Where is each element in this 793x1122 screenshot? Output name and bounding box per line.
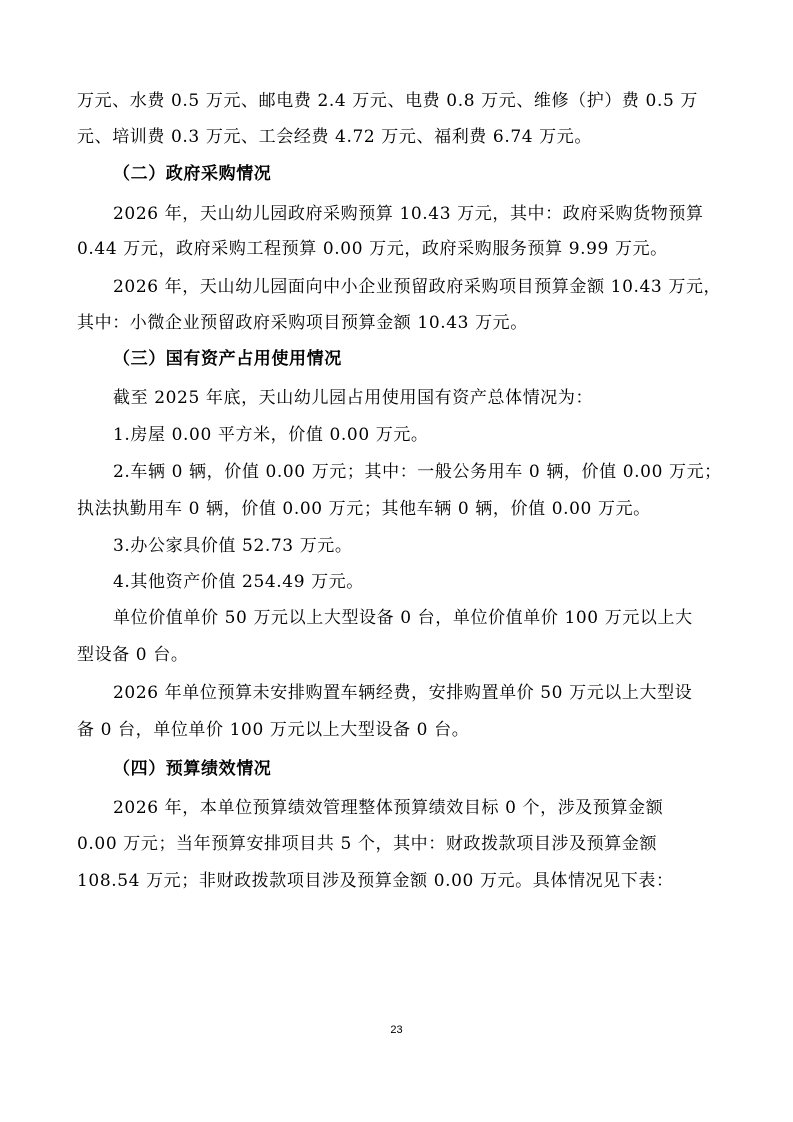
body-text-line: 4.其他资产价值 254.49 万元。 bbox=[113, 572, 364, 592]
body-text-line: 2026 年单位预算未安排购置车辆经费，安排购置单价 50 万元以上大型设 bbox=[113, 683, 693, 703]
body-text-line: 型设备 0 台。 bbox=[77, 645, 189, 665]
body-text-line: 108.54 万元；非财政拨款项目涉及预算金额 0.00 万元。具体情况见下表： bbox=[77, 871, 674, 891]
body-text-line: 2026 年，天山幼儿园面向中小企业预留政府采购项目预算金额 10.43 万元， bbox=[113, 277, 722, 297]
body-text-line: 1.房屋 0.00 平方米，价值 0.00 万元。 bbox=[113, 425, 429, 445]
body-text-line: 其中：小微企业预留政府采购项目预算金额 10.43 万元。 bbox=[77, 313, 528, 333]
body-text-line: 截至 2025 年底，天山幼儿园占用使用国有资产总体情况为： bbox=[113, 388, 594, 408]
body-text-line: 元、培训费 0.3 万元、工会经费 4.72 万元、福利费 6.74 万元。 bbox=[77, 127, 592, 147]
body-text-line: 3.办公家具价值 52.73 万元。 bbox=[113, 536, 353, 556]
section-heading-government-procurement: （二）政府采购情况 bbox=[113, 164, 272, 184]
section-heading-state-assets: （三）国有资产占用使用情况 bbox=[113, 349, 342, 369]
page-number: 23 bbox=[390, 1024, 403, 1036]
body-text-line: 2026 年，天山幼儿园政府采购预算 10.43 万元，其中：政府采购货物预算 bbox=[113, 204, 704, 224]
body-text-line: 备 0 台，单位单价 100 万元以上大型设备 0 台。 bbox=[77, 720, 470, 740]
section-heading-performance: （四）预算绩效情况 bbox=[113, 759, 272, 779]
body-text-line: 0.44 万元，政府采购工程预算 0.00 万元，政府采购服务预算 9.99 万元。 bbox=[77, 239, 668, 259]
body-text-line: 单位价值单价 50 万元以上大型设备 0 台，单位价值单价 100 万元以上大 bbox=[113, 608, 693, 628]
body-text-line: 0.00 万元；当年预算安排项目共 5 个，其中：财政拨款项目涉及预算金额 bbox=[77, 834, 658, 854]
body-text-line: 2.车辆 0 辆，价值 0.00 万元；其中：一般公务用车 0 辆，价值 0.00 万元； bbox=[113, 462, 722, 482]
body-text-line: 执法执勤用车 0 辆，价值 0.00 万元；其他车辆 0 辆，价值 0.00 万元。 bbox=[77, 499, 651, 519]
body-text-line: 2026 年，本单位预算绩效管理整体预算绩效目标 0 个，涉及预算金额 bbox=[113, 798, 664, 818]
body-text-line: 万元、水费 0.5 万元、邮电费 2.4 万元、电费 0.8 万元、维修（护）费 0.5 万 bbox=[77, 91, 698, 111]
